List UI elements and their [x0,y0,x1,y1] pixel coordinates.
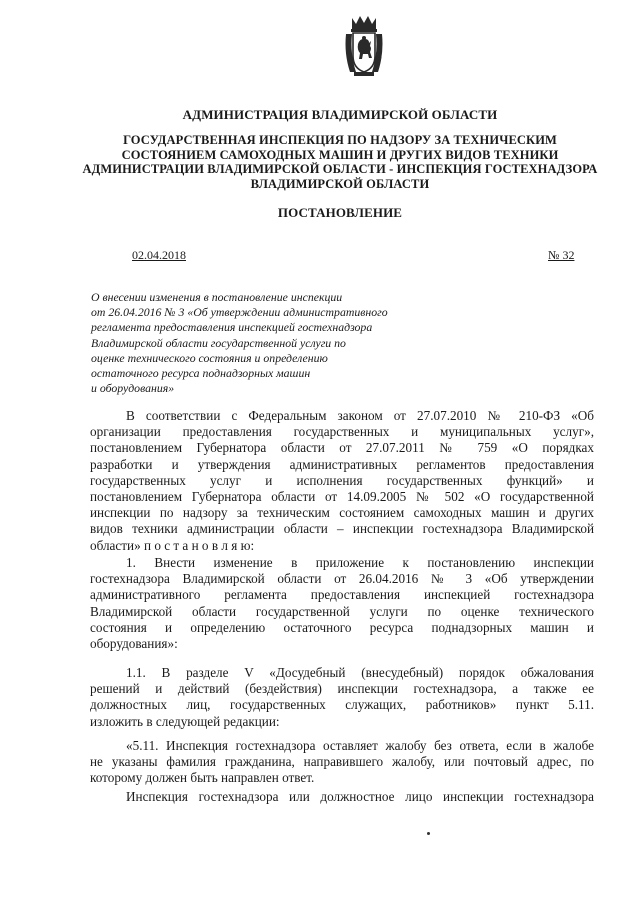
paragraph-line: которому должен быть направлен ответ. [90,770,315,786]
paragraph-clause-5-11 [90,738,594,787]
subject-line: оценке технического состояния и определению [91,350,328,365]
subject-line: и оборудования» [91,381,175,396]
paragraph-line: видов техники администрации области – инспекции гостехнадзора Владимирской [90,521,594,537]
paragraph-line: административного регламента предоставления инспекцией гостехнадзора [90,587,594,603]
inspection-title-line: ВЛАДИМИРСКОЙ ОБЛАСТИ [250,176,430,191]
paragraph-line: состояния и определению остаточного ресурса поднадзорных машин и [90,619,594,635]
paragraph-line: постановлением Губернатора области от 27.07.2011 № 759 «О порядках [90,440,594,456]
paragraph-line: 1. Внести изменение в приложение к постановлению инспекции [126,555,594,570]
paragraph-line: инспекции по надзору за техническим состоянием самоходных машин и других [90,505,594,521]
paragraph-line: разработки и утверждения административных регламентов предоставления [90,456,594,472]
inspection-title [40,133,640,191]
paragraph-line: государственных услуг и исполнения государственных функций» и [90,472,594,488]
paragraph-line: области» п о с т а н о в л я ю: [90,537,255,553]
subject-line: О внесении изменения в постановление инспекции [91,290,343,304]
scan-speck [427,832,430,835]
subject-line: регламента предоставления инспекцией гостехнадзора [91,320,373,335]
document-date: 02.04.2018 [132,248,186,262]
paragraph-line: В соответствии с Федеральным законом от 27.07.2010 № 210-ФЗ «Об [126,408,594,423]
paragraph-line: 1.1. В разделе V «Досудебный (внесудебный) порядок обжалования [126,665,594,680]
document-type: ПОСТАНОВЛЕНИЕ [277,205,403,220]
subject-line: Владимирской области государственной услуги по [91,335,346,350]
subject-line: от 26.04.2016 № 3 «Об утверждении административного [91,305,388,320]
document-number: № 32 [548,248,575,262]
paragraph-line: должностных лиц, государственных служащих, работников» пункт 5.11. [90,697,594,713]
subject-line: остаточного ресурса поднадзорных машин [91,366,311,381]
administration-title: АДМИНИСТРАЦИЯ ВЛАДИМИРСКОЙ ОБЛАСТИ [182,107,498,122]
paragraph-line: организации предоставления государственных и муниципальных услуг», [90,424,594,440]
paragraph-line: изложить в следующей редакции: [90,713,280,729]
paragraph-line: Владимирской области государственной услуги по оценке технического [90,603,594,619]
paragraph-line: Инспекция гостехнадзора или должностное лицо инспекции гостехнадзора [126,789,594,804]
paragraph-line: гостехнадзора Владимирской области от 26.04.2016 № 3 «Об утверждении [90,571,594,587]
paragraph-continuation [90,789,594,805]
paragraph-line: «5.11. Инспекция гостехнадзора оставляет жалобу без ответа, если в жалобе [126,738,594,753]
paragraph-preamble [90,408,594,554]
paragraph-line: решений и действий (бездействия) инспекции гостехнадзора, а также ее [90,681,594,697]
paragraph-line: не указаны фамилия гражданина, направившего жалобу, или почтовый адрес, по [90,754,594,770]
coat-of-arms-icon [342,14,386,80]
document-subject [91,290,391,396]
paragraph-line: оборудования»: [90,636,178,652]
inspection-title-line: СОСТОЯНИЕМ САМОХОДНЫХ МАШИН И ДРУГИХ ВИДОВ ТЕХНИКИ [121,147,559,162]
paragraph-line: постановлением Губернатора области от 14.09.2005 № 502 «О государственной [90,489,594,505]
inspection-title-line: ГОСУДАРСТВЕННАЯ ИНСПЕКЦИЯ ПО НАДЗОРУ ЗА ТЕХНИЧЕСКИМ [123,133,557,147]
inspection-title-line: АДМИНИСТРАЦИИ ВЛАДИМИРСКОЙ ОБЛАСТИ - ИНСПЕКЦИЯ ГОСТЕХНАДЗОРА [82,162,598,176]
paragraph-item-1-1 [90,665,594,730]
paragraph-item-1 [90,555,594,652]
